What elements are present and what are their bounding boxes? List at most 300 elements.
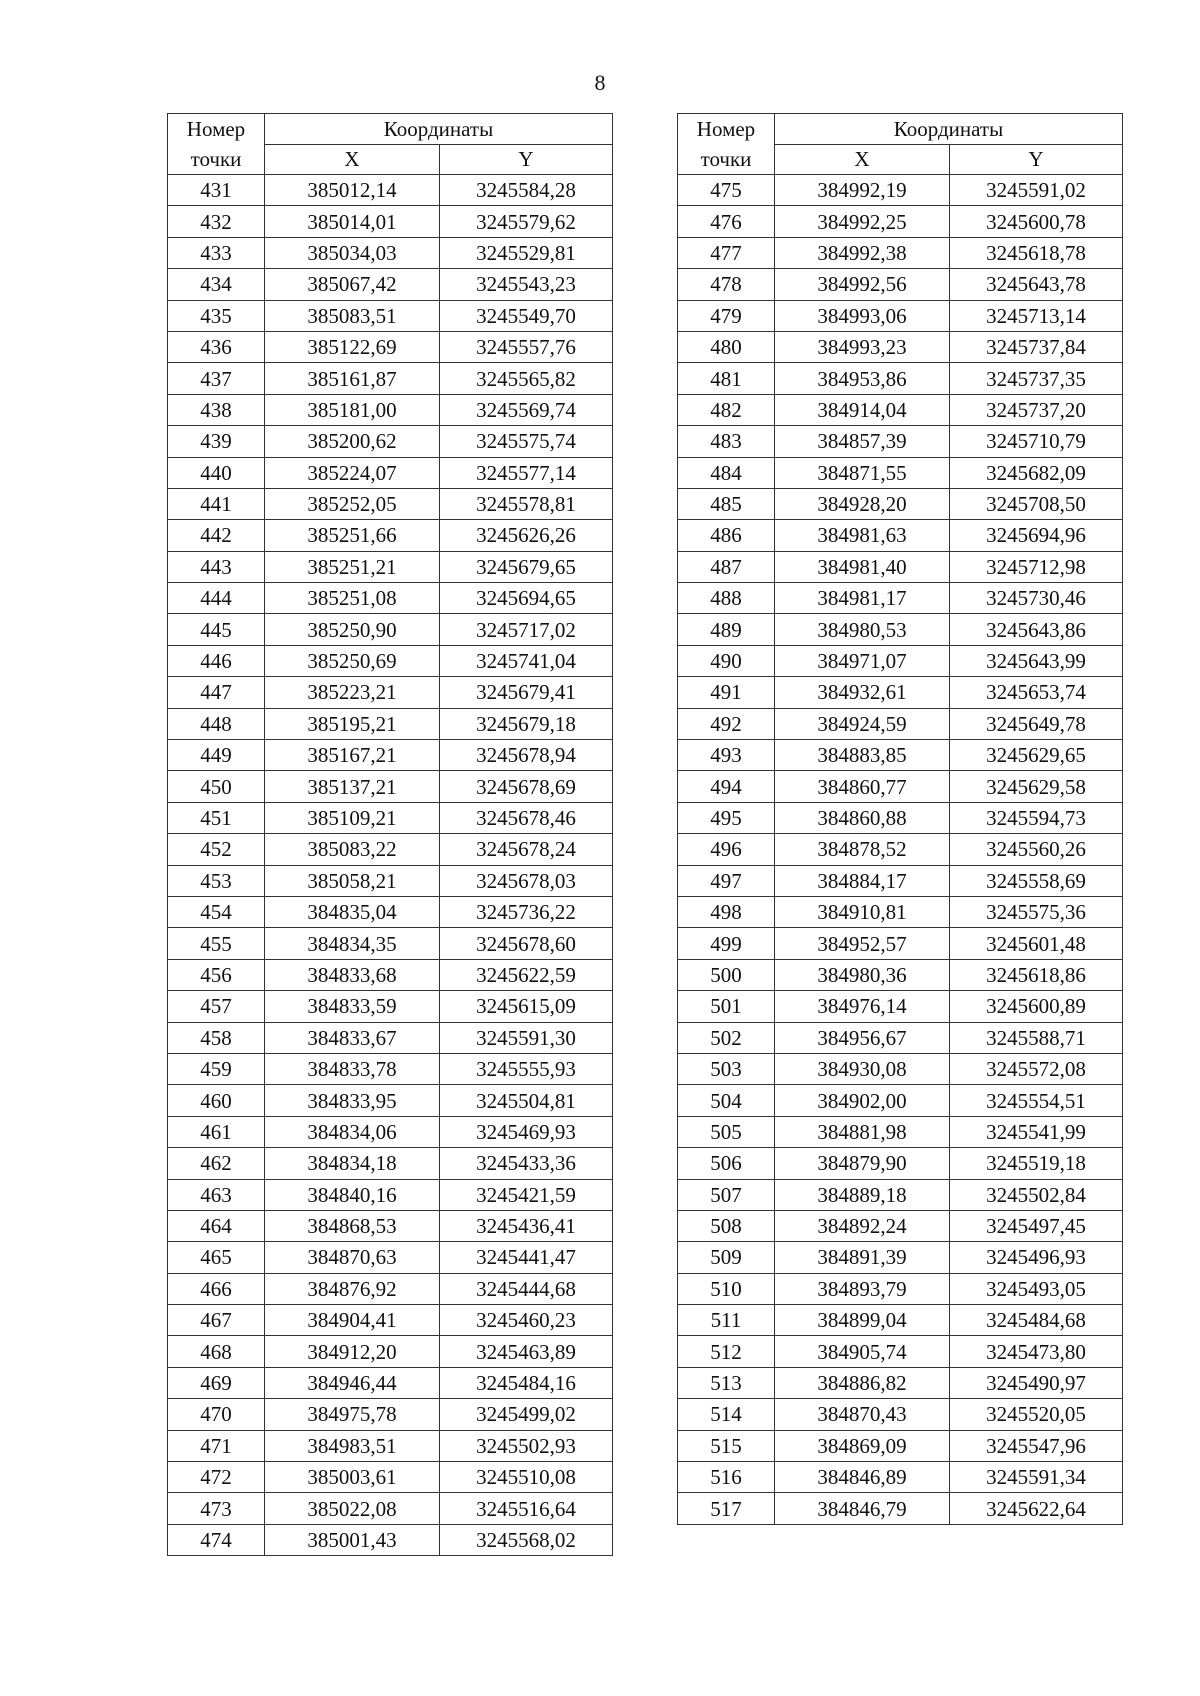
table-row <box>678 802 1123 833</box>
x-coordinate-cell: 385067,42 <box>265 269 440 300</box>
y-coordinate-cell: 3245560,26 <box>950 834 1123 865</box>
x-coordinate-cell: 384881,98 <box>775 1116 950 1147</box>
y-coordinate-cell: 3245678,46 <box>440 802 613 833</box>
point-number-header <box>168 114 265 175</box>
point-number-cell: 459 <box>168 1053 265 1084</box>
point-number-header-line2: точки <box>700 147 752 171</box>
table-row <box>678 1399 1123 1430</box>
x-coordinate-cell: 385003,61 <box>265 1462 440 1493</box>
x-coordinate-cell: 384981,40 <box>775 551 950 582</box>
y-coordinate-cell: 3245502,84 <box>950 1179 1123 1210</box>
point-number-cell: 477 <box>678 237 775 268</box>
x-coordinate-cell: 384870,63 <box>265 1242 440 1273</box>
y-coordinate-cell: 3245529,81 <box>440 237 613 268</box>
point-number-cell: 443 <box>168 551 265 582</box>
point-number-cell: 516 <box>678 1462 775 1493</box>
x-coordinate-cell: 385022,08 <box>265 1493 440 1524</box>
y-coordinate-cell: 3245737,35 <box>950 363 1123 394</box>
table-row <box>678 771 1123 802</box>
y-coordinate-cell: 3245730,46 <box>950 583 1123 614</box>
table-row <box>678 363 1123 394</box>
table-row <box>678 488 1123 519</box>
point-number-cell: 506 <box>678 1148 775 1179</box>
table-row <box>168 1053 613 1084</box>
table-row <box>168 740 613 771</box>
point-number-cell: 509 <box>678 1242 775 1273</box>
table-row <box>678 1305 1123 1336</box>
point-number-cell: 450 <box>168 771 265 802</box>
x-coordinate-cell: 384983,51 <box>265 1430 440 1461</box>
left-table-body <box>168 114 613 1556</box>
table-row <box>168 1430 613 1461</box>
table-row <box>168 834 613 865</box>
y-coordinate-cell: 3245460,23 <box>440 1305 613 1336</box>
y-coordinate-cell: 3245493,05 <box>950 1273 1123 1304</box>
table-row <box>678 645 1123 676</box>
point-number-cell: 495 <box>678 802 775 833</box>
x-coordinate-cell: 384902,00 <box>775 1085 950 1116</box>
point-number-cell: 503 <box>678 1053 775 1084</box>
table-row <box>168 1116 613 1147</box>
y-coordinate-cell: 3245469,93 <box>440 1116 613 1147</box>
y-coordinate-cell: 3245622,59 <box>440 959 613 990</box>
table-row <box>168 520 613 551</box>
table-row <box>168 959 613 990</box>
x-coordinate-cell: 384956,67 <box>775 1022 950 1053</box>
x-coordinate-cell: 384869,09 <box>775 1430 950 1461</box>
x-coordinate-cell: 384981,17 <box>775 583 950 614</box>
y-coordinate-cell: 3245736,22 <box>440 896 613 927</box>
y-coordinate-cell: 3245549,70 <box>440 300 613 331</box>
table-row <box>168 394 613 425</box>
x-coordinate-cell: 384993,06 <box>775 300 950 331</box>
x-coordinate-cell: 384879,90 <box>775 1148 950 1179</box>
x-header: X <box>775 144 950 175</box>
y-coordinate-cell: 3245708,50 <box>950 488 1123 519</box>
x-coordinate-cell: 384840,16 <box>265 1179 440 1210</box>
x-coordinate-cell: 384833,67 <box>265 1022 440 1053</box>
point-number-cell: 481 <box>678 363 775 394</box>
point-number-cell: 505 <box>678 1116 775 1147</box>
y-coordinate-cell: 3245568,02 <box>440 1524 613 1555</box>
point-number-cell: 461 <box>168 1116 265 1147</box>
y-coordinate-cell: 3245626,26 <box>440 520 613 551</box>
table-row <box>168 1273 613 1304</box>
y-coordinate-cell: 3245694,65 <box>440 583 613 614</box>
x-coordinate-cell: 384953,86 <box>775 363 950 394</box>
y-coordinate-cell: 3245601,48 <box>950 928 1123 959</box>
table-row <box>678 1116 1123 1147</box>
point-number-cell: 510 <box>678 1273 775 1304</box>
y-coordinate-cell: 3245578,81 <box>440 488 613 519</box>
y-coordinate-cell: 3245463,89 <box>440 1336 613 1367</box>
x-coordinate-cell: 384860,77 <box>775 771 950 802</box>
table-row <box>168 457 613 488</box>
y-coordinate-cell: 3245577,14 <box>440 457 613 488</box>
x-coordinate-cell: 385034,03 <box>265 237 440 268</box>
y-coordinate-cell: 3245502,93 <box>440 1430 613 1461</box>
point-number-cell: 513 <box>678 1367 775 1398</box>
x-coordinate-cell: 385195,21 <box>265 708 440 739</box>
page-number: 8 <box>594 70 606 95</box>
point-number-cell: 454 <box>168 896 265 927</box>
y-coordinate-cell: 3245575,36 <box>950 896 1123 927</box>
x-coordinate-cell: 384914,04 <box>775 394 950 425</box>
y-coordinate-cell: 3245520,05 <box>950 1399 1123 1430</box>
point-number-cell: 441 <box>168 488 265 519</box>
y-coordinate-cell: 3245575,74 <box>440 426 613 457</box>
point-number-cell: 512 <box>678 1336 775 1367</box>
y-coordinate-cell: 3245643,86 <box>950 614 1123 645</box>
x-coordinate-cell: 384834,35 <box>265 928 440 959</box>
table-row <box>678 551 1123 582</box>
coordinates-table-left <box>167 113 613 1556</box>
y-coordinate-cell: 3245678,60 <box>440 928 613 959</box>
point-number-cell: 514 <box>678 1399 775 1430</box>
point-number-cell: 445 <box>168 614 265 645</box>
table-row <box>168 991 613 1022</box>
point-number-cell: 447 <box>168 677 265 708</box>
point-number-cell: 431 <box>168 175 265 206</box>
table-row <box>168 1336 613 1367</box>
y-coordinate-cell: 3245600,78 <box>950 206 1123 237</box>
y-coordinate-cell: 3245444,68 <box>440 1273 613 1304</box>
x-coordinate-cell: 384946,44 <box>265 1367 440 1398</box>
table-row <box>168 1022 613 1053</box>
x-coordinate-cell: 385137,21 <box>265 771 440 802</box>
point-number-cell: 442 <box>168 520 265 551</box>
table-row <box>168 300 613 331</box>
x-coordinate-cell: 384833,78 <box>265 1053 440 1084</box>
y-coordinate-cell: 3245737,84 <box>950 331 1123 362</box>
table-row <box>678 1085 1123 1116</box>
y-coordinate-cell: 3245591,34 <box>950 1462 1123 1493</box>
table-row <box>678 1242 1123 1273</box>
table-row <box>168 1210 613 1241</box>
y-coordinate-cell: 3245618,78 <box>950 237 1123 268</box>
table-row <box>678 1430 1123 1461</box>
x-coordinate-cell: 385250,90 <box>265 614 440 645</box>
table-row <box>678 1493 1123 1524</box>
x-coordinate-cell: 384981,63 <box>775 520 950 551</box>
x-coordinate-cell: 384884,17 <box>775 865 950 896</box>
point-number-cell: 460 <box>168 1085 265 1116</box>
point-number-header <box>678 114 775 175</box>
point-number-cell: 497 <box>678 865 775 896</box>
point-number-cell: 440 <box>168 457 265 488</box>
y-coordinate-cell: 3245741,04 <box>440 645 613 676</box>
x-coordinate-cell: 384992,19 <box>775 175 950 206</box>
point-number-cell: 476 <box>678 206 775 237</box>
table-row <box>168 771 613 802</box>
table-row <box>168 583 613 614</box>
x-coordinate-cell: 385109,21 <box>265 802 440 833</box>
y-header: Y <box>440 144 613 175</box>
x-coordinate-cell: 385083,22 <box>265 834 440 865</box>
table-row <box>678 959 1123 990</box>
point-number-cell: 451 <box>168 802 265 833</box>
header-row <box>168 114 613 145</box>
table-row <box>678 394 1123 425</box>
table-row <box>678 865 1123 896</box>
y-coordinate-cell: 3245547,96 <box>950 1430 1123 1461</box>
x-coordinate-cell: 384871,55 <box>775 457 950 488</box>
x-coordinate-cell: 385012,14 <box>265 175 440 206</box>
y-coordinate-cell: 3245519,18 <box>950 1148 1123 1179</box>
point-number-cell: 457 <box>168 991 265 1022</box>
y-coordinate-cell: 3245643,78 <box>950 269 1123 300</box>
x-coordinate-cell: 384912,20 <box>265 1336 440 1367</box>
table-row <box>168 1493 613 1524</box>
x-coordinate-cell: 385251,66 <box>265 520 440 551</box>
table-row <box>678 991 1123 1022</box>
point-number-cell: 501 <box>678 991 775 1022</box>
point-number-cell: 493 <box>678 740 775 771</box>
y-coordinate-cell: 3245421,59 <box>440 1179 613 1210</box>
table-row <box>168 1148 613 1179</box>
table-row <box>678 300 1123 331</box>
point-number-cell: 484 <box>678 457 775 488</box>
point-number-cell: 507 <box>678 1179 775 1210</box>
y-coordinate-cell: 3245588,71 <box>950 1022 1123 1053</box>
x-coordinate-cell: 385014,01 <box>265 206 440 237</box>
y-coordinate-cell: 3245679,18 <box>440 708 613 739</box>
point-number-cell: 492 <box>678 708 775 739</box>
point-number-cell: 456 <box>168 959 265 990</box>
table-row <box>678 331 1123 362</box>
y-coordinate-cell: 3245579,62 <box>440 206 613 237</box>
point-number-cell: 446 <box>168 645 265 676</box>
table-row <box>678 1210 1123 1241</box>
y-coordinate-cell: 3245618,86 <box>950 959 1123 990</box>
x-coordinate-cell: 384905,74 <box>775 1336 950 1367</box>
y-coordinate-cell: 3245594,73 <box>950 802 1123 833</box>
point-number-cell: 465 <box>168 1242 265 1273</box>
point-number-cell: 486 <box>678 520 775 551</box>
y-coordinate-cell: 3245591,30 <box>440 1022 613 1053</box>
x-coordinate-cell: 384976,14 <box>775 991 950 1022</box>
x-coordinate-cell: 385250,69 <box>265 645 440 676</box>
y-coordinate-cell: 3245713,14 <box>950 300 1123 331</box>
x-coordinate-cell: 384833,59 <box>265 991 440 1022</box>
table-row <box>168 331 613 362</box>
x-coordinate-cell: 384928,20 <box>775 488 950 519</box>
x-coordinate-cell: 384886,82 <box>775 1367 950 1398</box>
point-number-cell: 479 <box>678 300 775 331</box>
x-coordinate-cell: 385167,21 <box>265 740 440 771</box>
table-row <box>678 426 1123 457</box>
table-row <box>168 677 613 708</box>
table-row <box>678 206 1123 237</box>
y-coordinate-cell: 3245499,02 <box>440 1399 613 1430</box>
y-coordinate-cell: 3245557,76 <box>440 331 613 362</box>
point-number-cell: 474 <box>168 1524 265 1555</box>
table-row <box>678 1022 1123 1053</box>
x-coordinate-cell: 384889,18 <box>775 1179 950 1210</box>
point-number-cell: 436 <box>168 331 265 362</box>
table-row <box>168 1399 613 1430</box>
table-row <box>678 740 1123 771</box>
x-coordinate-cell: 384992,38 <box>775 237 950 268</box>
table-row <box>168 1462 613 1493</box>
point-number-cell: 438 <box>168 394 265 425</box>
point-number-cell: 487 <box>678 551 775 582</box>
table-row <box>678 928 1123 959</box>
x-coordinate-cell: 385161,87 <box>265 363 440 394</box>
y-coordinate-cell: 3245555,93 <box>440 1053 613 1084</box>
point-number-cell: 471 <box>168 1430 265 1461</box>
point-number-cell: 511 <box>678 1305 775 1336</box>
y-coordinate-cell: 3245496,93 <box>950 1242 1123 1273</box>
table-row <box>168 1179 613 1210</box>
x-coordinate-cell: 384930,08 <box>775 1053 950 1084</box>
point-number-cell: 468 <box>168 1336 265 1367</box>
x-coordinate-cell: 384834,06 <box>265 1116 440 1147</box>
y-coordinate-cell: 3245484,68 <box>950 1305 1123 1336</box>
point-number-cell: 515 <box>678 1430 775 1461</box>
point-number-cell: 448 <box>168 708 265 739</box>
x-coordinate-cell: 384924,59 <box>775 708 950 739</box>
x-coordinate-cell: 384846,89 <box>775 1462 950 1493</box>
point-number-cell: 488 <box>678 583 775 614</box>
x-coordinate-cell: 385223,21 <box>265 677 440 708</box>
y-coordinate-cell: 3245584,28 <box>440 175 613 206</box>
point-number-cell: 432 <box>168 206 265 237</box>
point-number-cell: 466 <box>168 1273 265 1304</box>
point-number-cell: 464 <box>168 1210 265 1241</box>
point-number-cell: 508 <box>678 1210 775 1241</box>
y-coordinate-cell: 3245629,65 <box>950 740 1123 771</box>
x-coordinate-cell: 385251,08 <box>265 583 440 614</box>
point-number-cell: 467 <box>168 1305 265 1336</box>
table-row <box>168 269 613 300</box>
point-number-cell: 483 <box>678 426 775 457</box>
point-number-cell: 475 <box>678 175 775 206</box>
table-row <box>168 1305 613 1336</box>
point-number-cell: 485 <box>678 488 775 519</box>
y-coordinate-cell: 3245678,69 <box>440 771 613 802</box>
x-coordinate-cell: 384833,68 <box>265 959 440 990</box>
point-number-cell: 469 <box>168 1367 265 1398</box>
coordinates-table-right <box>677 113 1123 1525</box>
table-row <box>678 677 1123 708</box>
point-number-header-line1: Номер <box>696 117 756 141</box>
point-number-cell: 490 <box>678 645 775 676</box>
point-number-cell: 494 <box>678 771 775 802</box>
x-coordinate-cell: 385083,51 <box>265 300 440 331</box>
y-coordinate-cell: 3245490,97 <box>950 1367 1123 1398</box>
y-coordinate-cell: 3245572,08 <box>950 1053 1123 1084</box>
table-row <box>168 206 613 237</box>
point-number-cell: 453 <box>168 865 265 896</box>
coordinates-header: Координаты <box>775 114 1123 145</box>
x-coordinate-cell: 384868,53 <box>265 1210 440 1241</box>
table-row <box>678 1053 1123 1084</box>
y-coordinate-cell: 3245543,23 <box>440 269 613 300</box>
point-number-cell: 434 <box>168 269 265 300</box>
y-coordinate-cell: 3245679,65 <box>440 551 613 582</box>
point-number-cell: 449 <box>168 740 265 771</box>
point-number-cell: 517 <box>678 1493 775 1524</box>
table-row <box>168 363 613 394</box>
point-number-cell: 462 <box>168 1148 265 1179</box>
y-coordinate-cell: 3245554,51 <box>950 1085 1123 1116</box>
y-coordinate-cell: 3245717,02 <box>440 614 613 645</box>
y-coordinate-cell: 3245712,98 <box>950 551 1123 582</box>
point-number-cell: 500 <box>678 959 775 990</box>
point-number-header-line2: точки <box>190 147 242 171</box>
y-coordinate-cell: 3245694,96 <box>950 520 1123 551</box>
x-coordinate-cell: 384878,52 <box>775 834 950 865</box>
x-coordinate-cell: 384870,43 <box>775 1399 950 1430</box>
x-coordinate-cell: 384833,95 <box>265 1085 440 1116</box>
y-coordinate-cell: 3245678,03 <box>440 865 613 896</box>
point-number-cell: 491 <box>678 677 775 708</box>
table-row <box>168 928 613 959</box>
table-row <box>678 1148 1123 1179</box>
table-row <box>678 269 1123 300</box>
x-coordinate-cell: 385058,21 <box>265 865 440 896</box>
point-number-cell: 489 <box>678 614 775 645</box>
x-coordinate-cell: 385252,05 <box>265 488 440 519</box>
y-coordinate-cell: 3245682,09 <box>950 457 1123 488</box>
point-number-cell: 470 <box>168 1399 265 1430</box>
x-coordinate-cell: 385122,69 <box>265 331 440 362</box>
y-coordinate-cell: 3245679,41 <box>440 677 613 708</box>
y-coordinate-cell: 3245629,58 <box>950 771 1123 802</box>
y-coordinate-cell: 3245558,69 <box>950 865 1123 896</box>
y-coordinate-cell: 3245504,81 <box>440 1085 613 1116</box>
x-coordinate-cell: 384971,07 <box>775 645 950 676</box>
x-coordinate-cell: 384992,56 <box>775 269 950 300</box>
point-number-cell: 435 <box>168 300 265 331</box>
right-table-body <box>678 114 1123 1525</box>
table-row <box>678 1273 1123 1304</box>
table-row <box>678 175 1123 206</box>
point-number-cell: 502 <box>678 1022 775 1053</box>
table-row <box>168 1242 613 1273</box>
x-coordinate-cell: 384904,41 <box>265 1305 440 1336</box>
table-row <box>678 583 1123 614</box>
x-coordinate-cell: 384910,81 <box>775 896 950 927</box>
x-coordinate-cell: 384834,18 <box>265 1148 440 1179</box>
table-row <box>168 1367 613 1398</box>
y-coordinate-cell: 3245569,74 <box>440 394 613 425</box>
table-row <box>678 1367 1123 1398</box>
point-number-cell: 433 <box>168 237 265 268</box>
y-coordinate-cell: 3245653,74 <box>950 677 1123 708</box>
point-number-cell: 478 <box>678 269 775 300</box>
point-number-cell: 499 <box>678 928 775 959</box>
point-number-cell: 437 <box>168 363 265 394</box>
table-row <box>168 708 613 739</box>
point-number-cell: 455 <box>168 928 265 959</box>
x-coordinate-cell: 384992,25 <box>775 206 950 237</box>
table-row <box>168 645 613 676</box>
y-coordinate-cell: 3245565,82 <box>440 363 613 394</box>
y-coordinate-cell: 3245649,78 <box>950 708 1123 739</box>
table-row <box>168 175 613 206</box>
point-number-cell: 444 <box>168 583 265 614</box>
y-coordinate-cell: 3245473,80 <box>950 1336 1123 1367</box>
x-coordinate-cell: 384835,04 <box>265 896 440 927</box>
point-number-cell: 504 <box>678 1085 775 1116</box>
y-coordinate-cell: 3245678,94 <box>440 740 613 771</box>
point-number-cell: 480 <box>678 331 775 362</box>
x-coordinate-cell: 384883,85 <box>775 740 950 771</box>
x-coordinate-cell: 384899,04 <box>775 1305 950 1336</box>
table-row <box>168 614 613 645</box>
